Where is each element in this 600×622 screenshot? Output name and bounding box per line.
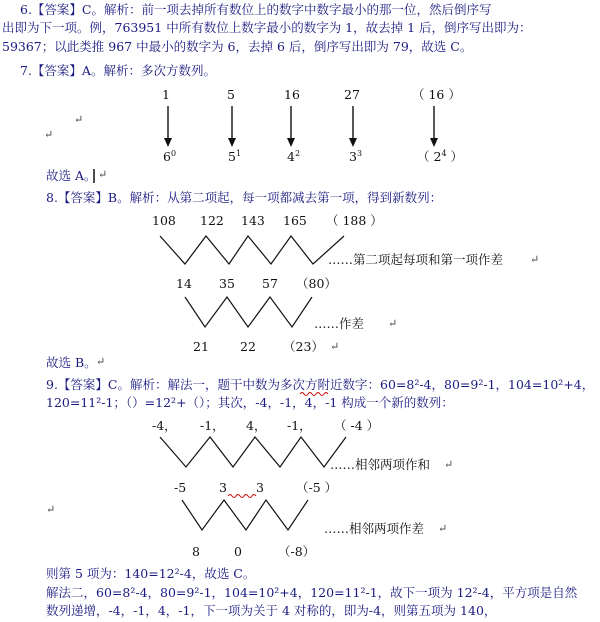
arrow-head bbox=[349, 138, 357, 147]
q9-row2-1: -5 bbox=[174, 480, 187, 495]
q7-top-2: 5 bbox=[227, 87, 235, 102]
q8-note-1: ……第二项起每项和第一项作差 bbox=[328, 252, 504, 267]
q9-row1-3: 4， bbox=[246, 418, 267, 433]
q8-row2-3: 57 bbox=[262, 276, 278, 291]
q9-note-1: ……相邻两项作和 bbox=[330, 457, 431, 472]
return-mark: ↵ bbox=[438, 522, 448, 535]
q7-conclusion: 故选 A。 bbox=[46, 168, 97, 183]
q8-row3-3: （23） bbox=[283, 339, 324, 354]
q8-zigzag-2 bbox=[185, 297, 312, 327]
q9-row2-3: 3 bbox=[256, 480, 264, 495]
wavy-underline bbox=[300, 393, 328, 396]
q8-row1-1: 108 bbox=[152, 213, 176, 228]
return-mark: ↵ bbox=[530, 253, 540, 266]
q8-note-2: ……作差 bbox=[314, 316, 365, 331]
q8-row1-5: （ 188 ） bbox=[326, 213, 383, 228]
q9-line-4: 解法二，60=8²-4，80=9²-1，104=10²+4，120=11²-1，故下一项为 12²-4，平方项是自然 bbox=[46, 585, 578, 600]
return-mark: ↵ bbox=[388, 317, 398, 330]
q9-zigzag-2 bbox=[182, 500, 308, 530]
arrow-head bbox=[164, 138, 172, 147]
q9-row2-4: （-5 ） bbox=[296, 480, 338, 495]
q9-zigzag-1 bbox=[160, 437, 346, 467]
q7-bottom-5: （ $2^4$ ） bbox=[417, 148, 464, 164]
q8-row3-2: 22 bbox=[240, 339, 256, 354]
q9-row3-2: 0 bbox=[234, 544, 242, 559]
q8-row2-2: 35 bbox=[219, 276, 235, 291]
return-mark: ↵ bbox=[96, 355, 106, 368]
q9-line-3: 则第 5 项为：140=12²-4，故选 C。 bbox=[46, 566, 256, 581]
q7-bottom-4: $3^3$ bbox=[349, 148, 363, 164]
q9-row1-4: -1， bbox=[287, 418, 312, 433]
return-mark: ↵ bbox=[74, 113, 84, 126]
return-mark: ↵ bbox=[330, 340, 340, 353]
q6-line-2: 出即为下一项。例，763951 中所有数位上数字最小的数字为 1，故去掉 1 后，倒序写出即为： bbox=[2, 20, 532, 35]
arrow-head bbox=[430, 138, 438, 147]
q6-line-3: 59367；以此类推 967 中最小的数字为 6，去掉 6 后，倒序写出即为 79，故选 C。 bbox=[2, 39, 473, 54]
arrow-head bbox=[228, 138, 236, 147]
q9-line-1: 9.【答案】C。解析：解法一，题干中数为多次方附近数字：60=8²-4，80=9²-1，104=10²+4， bbox=[46, 377, 595, 392]
q8-row1-3: 143 bbox=[241, 213, 265, 228]
q7-bottom-3: $4^2$ bbox=[287, 148, 301, 164]
q8-row3-1: 21 bbox=[193, 339, 209, 354]
arrow-head bbox=[287, 138, 295, 147]
q7-bottom-1: $6^0$ bbox=[163, 148, 177, 164]
q8-zigzag-1 bbox=[160, 236, 344, 264]
q9-row1-2: -1， bbox=[200, 418, 225, 433]
q9-row2-2: 3 bbox=[219, 480, 227, 495]
q9-line-5: 数列递增，-4，-1，4，-1，下一项为关于 4 对称的，即为-4，则第五项为 140， bbox=[46, 603, 497, 618]
q8-row1-2: 122 bbox=[200, 213, 224, 228]
wavy-underline bbox=[228, 495, 256, 498]
q9-note-2: ……相邻两项作差 bbox=[324, 521, 425, 536]
q7-line-1: 7.【答案】A。解析：多次方数列。 bbox=[20, 63, 216, 78]
return-mark: ↵ bbox=[444, 458, 454, 471]
return-mark: ↵ bbox=[98, 168, 108, 181]
q8-row2-4: （80） bbox=[296, 276, 337, 291]
q7-top-1: 1 bbox=[162, 87, 170, 102]
q9-row3-1: 8 bbox=[192, 544, 200, 559]
q8-line-1: 8.【答案】B。解析：从第二项起，每一项都减去第一项，得到新数列： bbox=[46, 190, 443, 205]
return-mark: ↵ bbox=[44, 128, 54, 141]
q9-row1-1: -4， bbox=[152, 418, 177, 433]
return-mark: ↵ bbox=[46, 503, 56, 516]
q6-line-1: 6.【答案】C。解析：前一项去掉所有数位上的数字中数字最小的那一位，然后倒序写 bbox=[20, 2, 492, 17]
q7-top-4: 27 bbox=[344, 87, 360, 102]
q9-line-2: 120=11²-1；（）=12²+（）；其次，-4，-1，4，-1 构成一个新的数列： bbox=[46, 395, 454, 410]
q8-row1-4: 165 bbox=[283, 213, 307, 228]
q7-top-3: 16 bbox=[284, 87, 300, 102]
q9-row3-3: （-8） bbox=[278, 544, 316, 559]
q9-row1-5: （ -4 ） bbox=[334, 418, 380, 433]
q7-bottom-2: $5^1$ bbox=[228, 148, 242, 164]
q7-arrows bbox=[168, 106, 434, 140]
q7-top-5: （ 16 ） bbox=[412, 87, 461, 102]
q8-conclusion: 故选 B。 bbox=[46, 355, 97, 370]
q8-row2-1: 14 bbox=[176, 276, 192, 291]
